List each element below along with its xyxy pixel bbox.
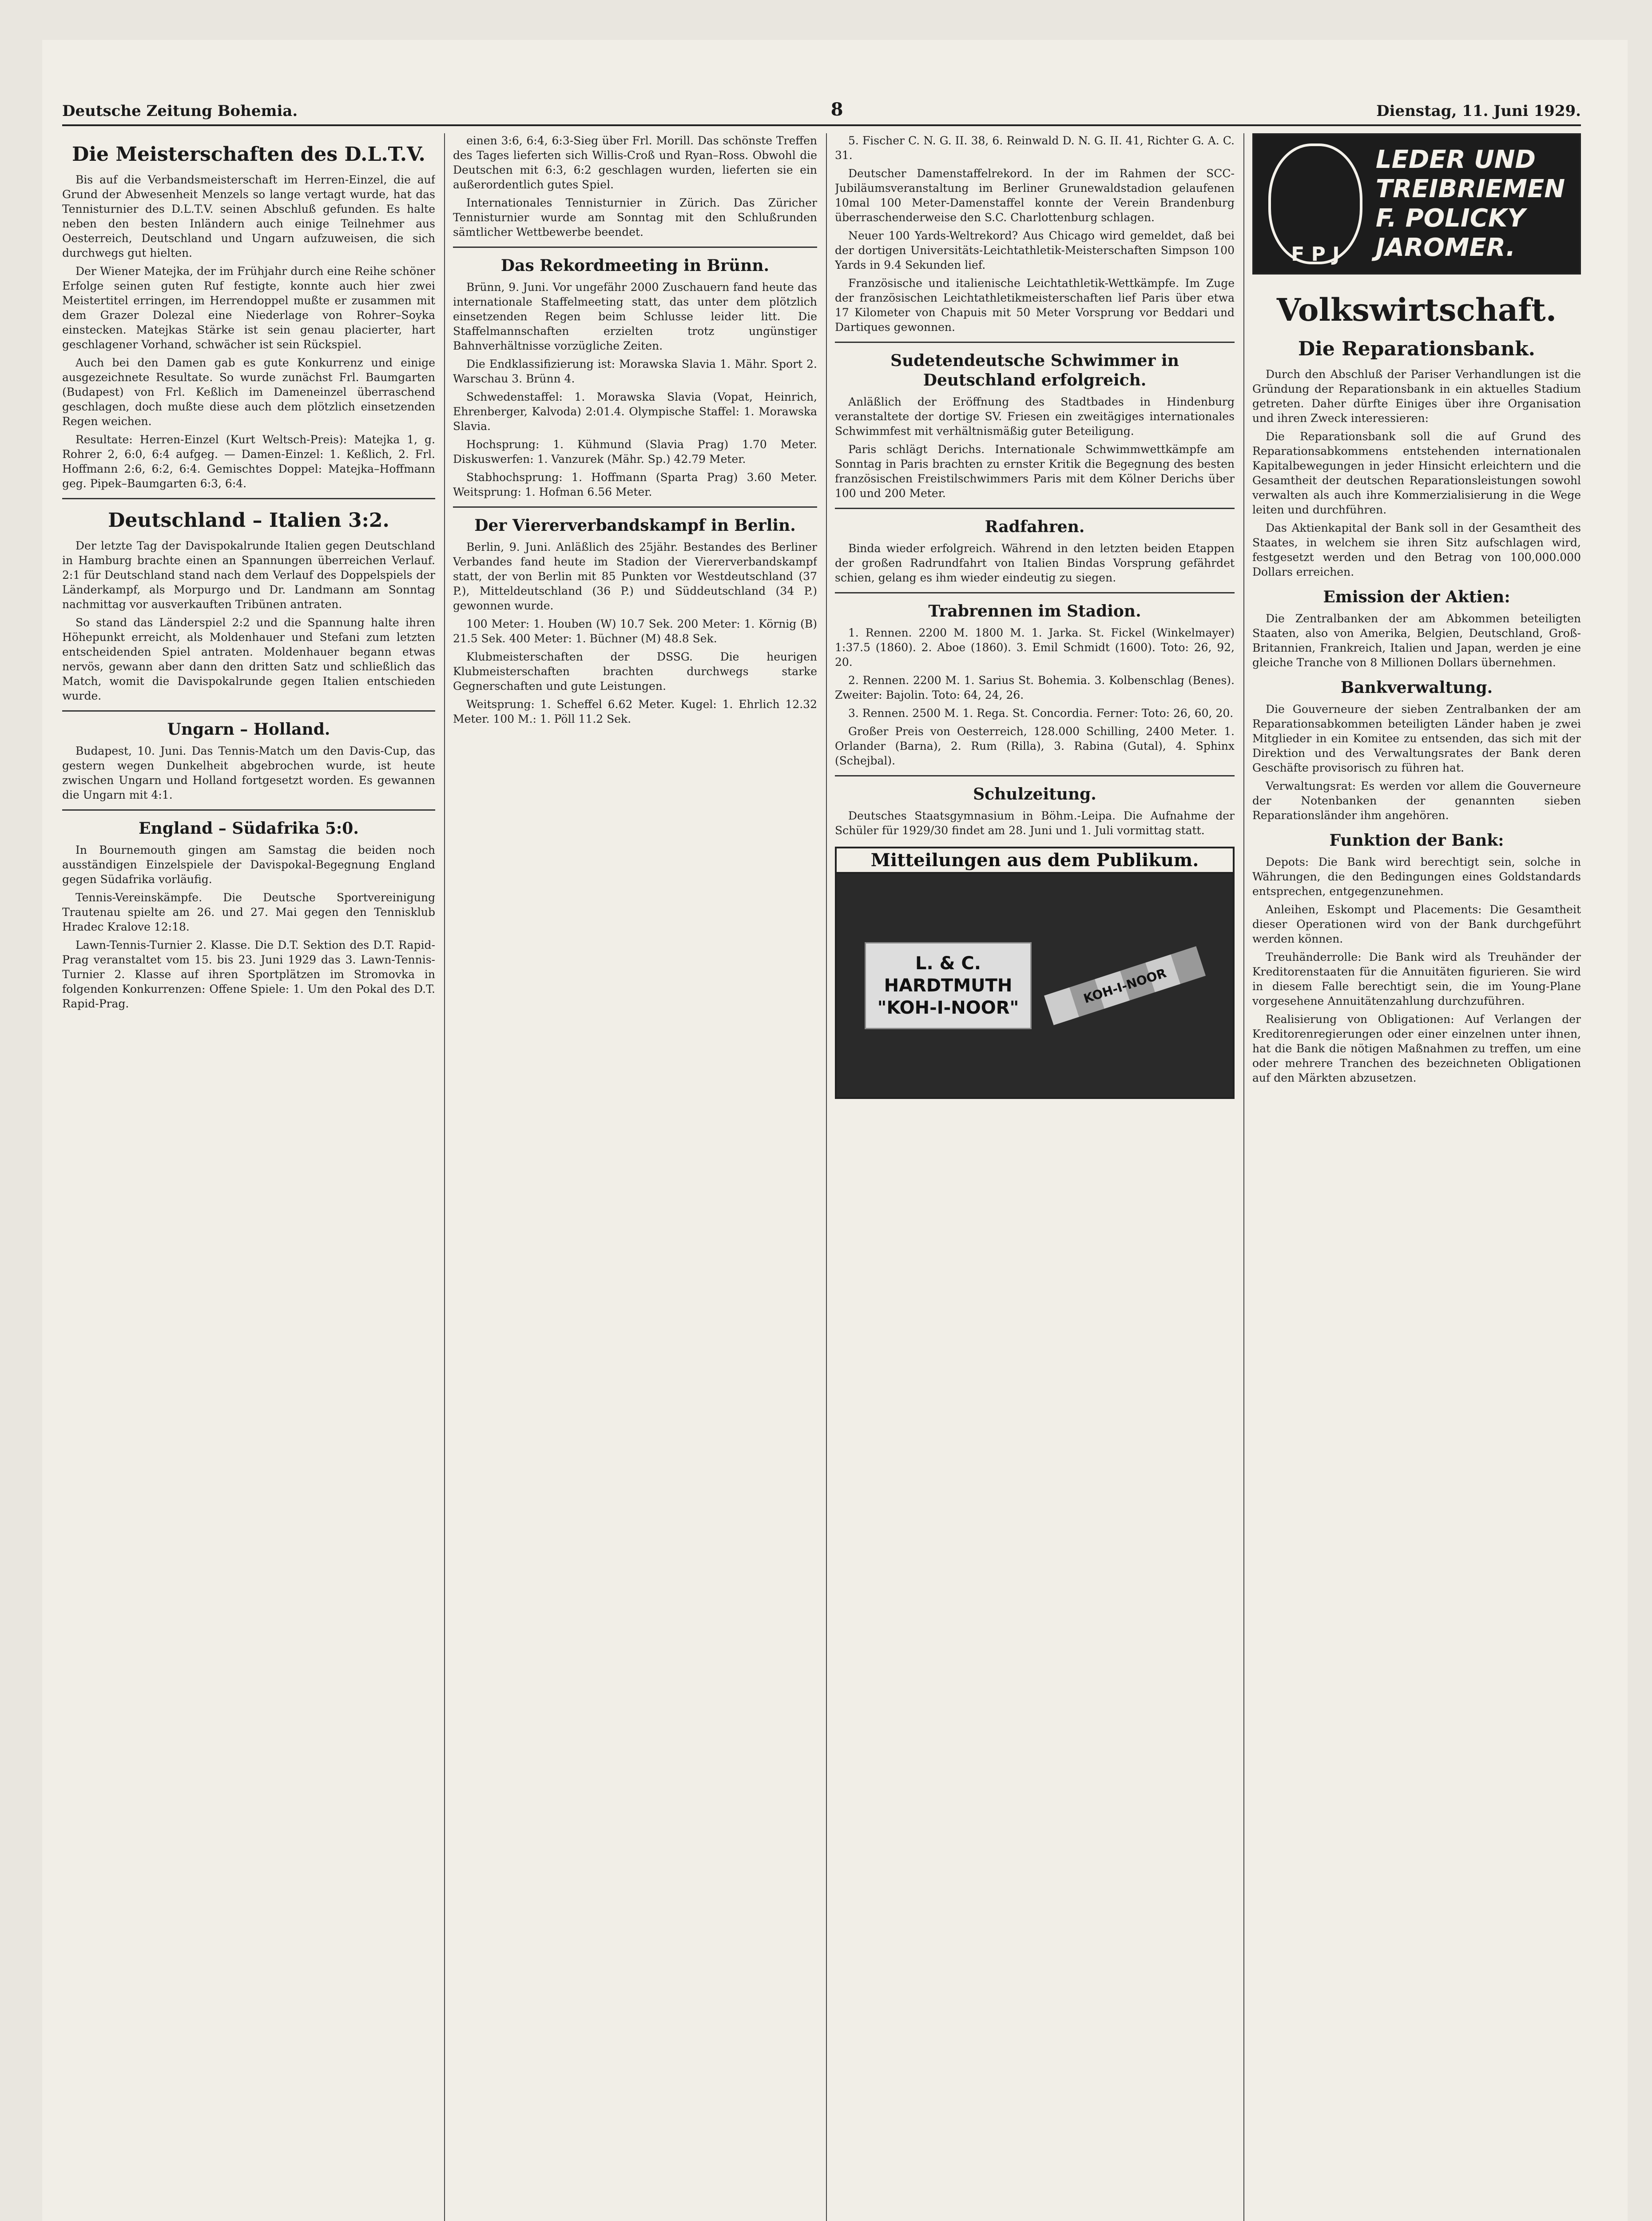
ad-line: JAROMER. [1375,233,1516,262]
headline-rekordmeeting: Das Rekordmeeting in Brünn. [500,256,770,275]
ad-brand-line: "KOH-I-NOOR" [877,997,1019,1018]
ad-brand-box [865,942,1032,1029]
article-paragraph: Auch bei den Damen gab es gute Konkurrenz und einige ausgezeichnete Resultate. So wurde zunächst Frl. Baumgarten (Budapest) von Frl. Keßlich im Dameneinzel überraschend geschlagen, doch mußte diese auch dem plötzlich einsetzenden Regen weichen. [62,356,435,428]
article-paragraph: Treuhänderrolle: Die Bank wird als Treuhänder der Kreditorenstaaten für die Annuitäten figurieren. Sie wird in diesem Falle berechtigt sein, die im Young-Plane vorgesehene Annuitätenzahlung durchzuführen. [1252,951,1581,1007]
column-2 [453,133,817,2221]
article-paragraph: Brünn, 9. Juni. Vor ungefähr 2000 Zuschauern fand heute das internationale Staffelmeeting statt, das unter dem plötzlich einsetzenden Regen beim Schlusse leider litt. Die Staffelmannschaften erzielten trotz ungünstiger Bahnverhältnisse vorzügliche Zeiten. [453,281,817,352]
advertisement-hardtmuth [835,847,1235,1099]
headline-trabrennen: Trabrennen im Stadion. [928,602,1141,621]
article-paragraph: Hochsprung: 1. Kühmund (Slavia Prag) 1.70 Meter. Diskuswerfen: 1. Vanzurek (Mähr. Sp.) 42.79 Meter. [453,438,817,466]
ad-line: TREIBRIEMEN [1375,175,1565,203]
masthead [62,89,1581,126]
separator [835,508,1235,509]
article-paragraph: Die Endklassifizierung ist: Morawska Slavia 1. Mähr. Sport 2. Warschau 3. Brünn 4. [453,358,817,385]
fpj-logo-icon: F P J [1268,143,1362,264]
subheading-funktion: Funktion der Bank: [1329,831,1504,850]
ad-brand-line: L. & C. [915,953,981,974]
column-divider [1243,133,1244,2221]
ad-body [837,874,1233,1097]
masthead-date: Dienstag, 11. Juni 1929. [1376,102,1581,120]
subheading-emission: Emission der Aktien: [1323,588,1510,606]
separator [453,506,817,508]
article-paragraph: 5. Fischer C. N. G. II. 38, 6. Reinwald D. N. G. II. 41, Richter G. A. C. 31. [835,134,1235,162]
section-title-volkswirtschaft: Volkswirtschaft. [1276,291,1557,328]
article-paragraph: Neuer 100 Yards-Weltrekord? Aus Chicago wird gemeldet, daß bei der dortigen Universitäts-Leichtathletik-Meisterschaften Simpson 100 Yards in 9.4 Sekunden lief. [835,229,1235,271]
article-paragraph: Durch den Abschluß der Pariser Verhandlungen ist die Gründung der Reparationsbank in ein aktuelles Stadium getreten. Daher dürfte Einiges über ihre Organisation und ihren Zweck interessieren: [1252,368,1581,425]
article-paragraph: Schwedenstaffel: 1. Morawska Slavia (Vopat, Heinrich, Ehrenberger, Kalvoda) 2:01.4. Olympische Staffel: 1. Morawska Slavia. [453,390,817,433]
column-4 [1252,133,1581,2221]
article-paragraph: Weitsprung: 1. Scheffel 6.62 Meter. Kugel: 1. Ehrlich 12.32 Meter. 100 M.: 1. Pöll 11.2 Sek. [453,698,817,725]
article-paragraph: Tennis-Vereinskämpfe. Die Deutsche Sportvereinigung Trautenau spielte am 26. und 27. Mai gegen den Tennisklub Hradec Kralove 12:18. [62,891,435,933]
ad-line: F. POLICKY [1375,204,1525,233]
article-paragraph: Resultate: Herren-Einzel (Kurt Weltsch-Preis): Matejka 1, g. Rohrer 2, 6:0, 6:4 aufgeg. — Damen-Einzel: 1. Keßlich, 2. Frl. Hoffmann 2:6, 6:2, 6:4. Gemischtes Doppel: Matejka–Hoffmann geg. Pipek–Baumgarten 6:3, 6:4. [62,433,435,490]
article-paragraph: Die Reparationsbank soll die auf Grund des Reparationsabkommens entstehenden internationalen Kapitalbewegungen in jeder Hinsicht erleichtern und die Gesamtheit der deutschen Reparationsleistungen sowohl verwalten als auch ihre Kommerzialisierung in die Wege leiten und durchführen. [1252,430,1581,516]
article-paragraph: Binda wieder erfolgreich. Während in den letzten beiden Etappen der großen Radrundfahrt von Italien Bindas Vorsprung gefährdet schien, gelang es ihm wieder eindeutig zu siegen. [835,542,1235,584]
headline-schulzeitung: Schulzeitung. [973,785,1096,804]
article-paragraph: Internationales Tennisturnier in Zürich. Das Züricher Tennisturnier wurde am Sonntag mit den Schlußrunden sämtlicher Wettbewerbe beendet. [453,196,817,239]
article-paragraph: So stand das Länderspiel 2:2 und die Spannung halte ihren Höhepunkt erreicht, als Moldenhauer und Stefani zum letzten entscheidenden Spiel antraten. Moldenhauer begann etwas nervös, gewann aber dann den dritten Satz und schließlich das Match, womit die Davispokalrunde gegen Italien entschieden wurde. [62,616,435,702]
article-paragraph: Französische und italienische Leichtathletik-Wettkämpfe. Im Zuge der französischen Leichtathletikmeisterschaften lief Paris über etwa 17 Kilometer von Chapuis mit 50 Meter Vorsprung vor Beddari und Dartiques gewonnen. [835,277,1235,334]
column-3 [835,133,1235,2221]
article-paragraph: Das Aktienkapital der Bank soll in der Gesamtheit des Staates, in welchem sie ihren Sitz aufschlagen wird, festgesetzt werden und den Betrag von 100,000.000 Dollars erreichen. [1252,521,1581,578]
article-paragraph: Der letzte Tag der Davispokalrunde Italien gegen Deutschland in Hamburg brachte einen an Spannungen überreichen Verlauf. 2:1 für Deutschland stand nach dem Verlauf des Doppelspiels der Länderkampf, als Morpurgo und Dr. Landmann am Sonntag nachmittag vor ausverkauften Tribünen antraten. [62,539,435,611]
article-paragraph: Anläßlich der Eröffnung des Stadtbades in Hindenburg veranstaltete der dortige SV. Friesen ein zweitägiges internationales Schwimmfest mit verhältnismäßig guter Beteiligung. [835,395,1235,438]
headline-deutschland-italien: Deutschland – Italien 3:2. [108,509,389,532]
article-paragraph: Die Zentralbanken der am Abkommen beteiligten Staaten, also von Amerika, Belgien, Deutschland, Groß-Britannien, Frankreich, Italien und Japan, werden je eine gleiche Tranche von 8 Millionen Dollars übernehmen. [1252,612,1581,669]
article-paragraph: 1. Rennen. 2200 M. 1800 M. 1. Jarka. St. Fickel (Winkelmayer) 1:37.5 (1860). 2. Aboe (1860). 3. Emil Schmidt (1600). Toto: 26, 92, 20. [835,626,1235,669]
article-paragraph: Lawn-Tennis-Turnier 2. Klasse. Die D.T. Sektion des D.T. Rapid-Prag veranstaltet vom 15. bis 23. Juni 1929 das 3. Lawn-Tennis-Turnier 2. Klasse auf ihren Sportplätzen im Stromovka in folgenden Konkurrenzen: Offene Spiele: 1. Um den Pokal des D.T. Rapid-Prag. [62,939,435,1010]
article-paragraph: Deutscher Damenstaffelrekord. In der im Rahmen der SCC-Jubiläumsveranstaltung im Berliner Grunewaldstadion gelaufenen 10mal 100 Meter-Damenstaffel konnte der Verein Brandenburg überraschenderweise den S.C. Charlottenburg schlagen. [835,167,1235,224]
pencil-illustration: KOH-I-NOOR [1044,946,1206,1025]
article-paragraph: 3. Rennen. 2500 M. 1. Rega. St. Concordia. Ferner: Toto: 26, 60, 20. [848,707,1234,720]
article-paragraph: einen 3:6, 6:4, 6:3-Sieg über Frl. Morill. Das schönste Treffen des Tages lieferten sich Willis-Croß und Ryan–Ross. Obwohl die Deutschen mit 6:3, 6:2 geschlagen wurden, lieferten sie ein außerordentlich gutes Spiel. [453,134,817,191]
article-paragraph: Der Wiener Matejka, der im Frühjahr durch eine Reihe schöner Erfolge seinen guten Ruf festigte, konnte auch hier zwei Meistertitel erringen, im Herrendoppel mußte er zusammen mit dem Grazer Dolezal eine Niederlage von Rohrer–Soyka einstecken. Matejkas Stärke ist sein genau placierter, hart geschlagener Vorhand, schwächer ist sein Rückspiel. [62,265,435,351]
article-paragraph: Depots: Die Bank wird berechtigt sein, solche in Währungen, die den Bedingungen eines Goldstandards entsprechen, entgegenzunehmen. [1252,856,1581,898]
separator [835,775,1235,776]
ad-lines [1376,145,1565,263]
article-paragraph: Paris schlägt Derichs. Internationale Schwimmwettkämpfe am Sonntag in Paris brachten zu ernster Kritik die Begegnung des besten französischen Freistilschwimmers Paris mit dem Kölner Derichs über 100 und 200 Meter. [835,443,1235,500]
separator [62,710,435,712]
headline-viererverbandskampf: Der Viererverbandskampf in Berlin. [474,516,796,535]
headline-reparationsbank: Die Reparationsbank. [1298,338,1535,360]
column-1 [62,133,435,2221]
article-paragraph: Bis auf die Verbandsmeisterschaft im Herren-Einzel, die auf Grund der Abwesenheit Menzels so lange vertagt wurde, hat das Tennisturnier des D.L.T.V. seinen Abschluß gefunden. Es halte neben den besten Inländern auch einige Teilnehmer aus Oesterreich, Deutschland und Ungarn aufzuweisen, die sich durchwegs gut hielten. [62,173,435,259]
column-divider [444,133,445,2221]
subheading-bankverwaltung: Bankverwaltung. [1340,678,1493,697]
separator [453,247,817,248]
ad-heading: Mitteilungen aus dem Publikum. [837,848,1233,874]
article-paragraph: Großer Preis von Oesterreich, 128.000 Schilling, 2400 Meter. 1. Orlander (Barna), 2. Rum (Rilla), 3. Rabina (Gutal), 4. Sphinx (Schejbal). [835,725,1235,767]
headline-radfahren: Radfahren. [985,517,1085,536]
masthead-title: Deutsche Zeitung Bohemia. [62,102,298,120]
page-number: 8 [830,99,843,120]
article-paragraph: Deutsches Staatsgymnasium in Böhm.-Leipa. Die Aufnahme der Schüler für 1929/30 findet am 28. Juni und 1. Juli vormittag statt. [835,809,1235,837]
article-paragraph: 100 Meter: 1. Houben (W) 10.7 Sek. 200 Meter: 1. Körnig (B) 21.5 Sek. 400 Meter: 1. Büchner (M) 48.8 Sek. [453,617,817,645]
headline-meisterschaften: Die Meisterschaften des D.L.T.V. [72,143,425,166]
headline-england-suedafrika: England – Südafrika 5:0. [139,819,359,838]
ad-line: LEDER UND [1375,145,1536,174]
advertisement-policky [1252,133,1581,275]
article-paragraph: Stabhochsprung: 1. Hoffmann (Sparta Prag) 3.60 Meter. Weitsprung: 1. Hofman 6.56 Meter. [453,471,817,498]
article-paragraph: Die Gouverneure der sieben Zentralbanken der am Reparationsabkommen beteiligten Länder haben je zwei Mitglieder in ein Komitee zu entsenden, das sich mit der Direktion und des Verwaltungsrates der Bank deren Geschäfte provisorisch zu führen hat. [1252,703,1581,774]
ad-brand-line: HARDTMUTH [884,975,1013,996]
article-paragraph: Budapest, 10. Juni. Das Tennis-Match um den Davis-Cup, das gestern wegen Dunkelheit abgebrochen wurde, ist heute zwischen Ungarn und Holland fortgesetzt worden. Es gewannen die Ungarn mit 4:1. [62,744,435,801]
separator [835,592,1235,593]
article-paragraph: Berlin, 9. Juni. Anläßlich des 25jähr. Bestandes des Berliner Verbandes fand heute im Stadion der Viererverbandskampf statt, der von Berlin mit 85 Punkten vor Westdeutschland (37 P.), Mitteldeutschland (36 P.) und Süddeutschland (34 P.) gewonnen wurde. [453,541,817,612]
headline-ungarn-holland: Ungarn – Holland. [167,720,330,739]
article-paragraph: 2. Rennen. 2200 M. 1. Sarius St. Bohemia. 3. Kolbenschlag (Benes). Zweiter: Bajolin. Toto: 64, 24, 26. [835,674,1235,701]
separator [62,498,435,499]
separator [835,342,1235,343]
article-paragraph: Klubmeisterschaften der DSSG. Die heurigen Klubmeisterschaften brachten durchwegs starke Gegnerschaften und gute Leistungen. [453,650,817,693]
article-paragraph: In Bournemouth gingen am Samstag die beiden noch ausständigen Einzelspiele der Davispokal-Begegnung England gegen Südafrika vorläufig. [62,844,435,886]
column-divider [826,133,827,2221]
article-paragraph: Realisierung von Obligationen: Auf Verlangen der Kreditorenregierungen oder einer einzelnen unter ihnen, hat die Bank die nötigen Maßnahmen zu treffen, um eine oder mehrere Tranchen des bezeichneten Obligationen auf den Märkten abzusetzen. [1252,1013,1581,1084]
headline-sudetendeutsche-schwimmer: Sudetendeutsche Schwimmer in Deutschland erfolgreich. [890,351,1179,390]
article-paragraph: Verwaltungsrat: Es werden vor allem die Gouverneure der Notenbanken der genannten sieben Reparationsländer ihm angehören. [1252,780,1581,822]
article-paragraph: Anleihen, Eskompt und Placements: Die Gesamtheit dieser Operationen wird von der Bank durchgeführt werden können. [1252,903,1581,945]
separator [62,809,435,811]
